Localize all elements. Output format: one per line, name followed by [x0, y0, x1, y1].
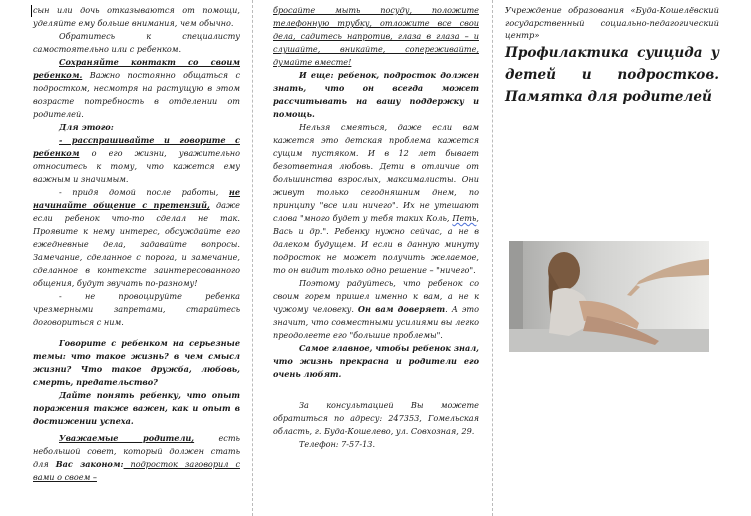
paragraph: сын или дочь отказываются от помощи, уделяйте ему больше внимания, чем обычно.	[33, 5, 240, 28]
text: Нельзя смеяться, даже если вам кажется это детская проблема кажется сущим пустяком. И в 12 лет бывает безответная любовь. Дети в отличие от большинства взрослых, максималисты. Они живут только сегодняшним днем, по принципу "все или ничего". Их не утешают слова "много будет у тебя таких Коль,	[273, 122, 479, 223]
list-item: - не провоцируйте ребенка чрезмерными запретами, старайтесь договориться с ним.	[33, 291, 240, 327]
list-item	[33, 134, 240, 186]
emphasis: Сохраняйте контакт со своим ребенком.	[33, 57, 240, 80]
text: даже если ребенок что-то сделал не так. Проявите к нему интерес, обсуждайте его ежедневные дела, задавайте вопросы. Замечание, сделанное с порога, и замечание, сделанное в контексте заинтересованного общения, будут звучать по-разному!	[33, 200, 240, 288]
contact-address: За консультацией Вы можете обратиться по адресу: 247353, Гомельская область, г. Буда-Кошелево, ул. Совхозная, 29.	[273, 400, 479, 436]
emphasis: Уважаемые родители,	[59, 433, 195, 443]
emphasis: Вас законом:	[55, 459, 124, 469]
paragraph	[273, 277, 479, 342]
text: о его жизни, уважительно относитесь к тому, что кажется ему важным и значимым.	[33, 148, 240, 184]
text: подросток заговорил с вами о своем –	[33, 459, 240, 482]
middle-panel	[273, 4, 479, 451]
text: . А это значит, что совместными усилиями вы легко преодолеете его "большие проблемы".	[273, 304, 479, 340]
paragraph: бросайте мыть посуду, положите телефонную трубку, отложите все свои дела, садитесь напротив, глаза в глаза – и слушайте, вникайте, сопереживайте, думайте вместе!	[273, 5, 479, 67]
text-cursor	[31, 5, 32, 17]
list-item	[33, 186, 240, 290]
paragraph: Самое главное, чтобы ребенок знал, что жизнь прекрасна и родители его очень любят.	[273, 343, 479, 379]
paragraph: Говорите с ребенком на серьезные темы: что такое жизнь? в чем смысл жизни? Что такое дружба, любовь, смерть, предательство?	[33, 338, 240, 387]
paragraph	[273, 121, 479, 277]
paragraph: Для этого:	[59, 122, 114, 132]
organization-name: Учреждение образования «Буда-Кошелёвский государственный социально-педагогический центр»	[505, 5, 719, 40]
paragraph: И еще: ребенок, подросток должен знать, что он всегда может рассчитывать на вашу поддержку и помощь.	[273, 70, 479, 119]
text: , Вась и др.". Ребенку нужно сейчас, а не в далеком будущем. И если в данную минуту подросток не может получить желаемое, то он видит только одно решение – "ничего".	[273, 213, 479, 275]
text: Петь	[452, 213, 477, 223]
paragraph: Дайте понять ребенку, что опыт поражения также важен, как и опыт в достижении успеха.	[33, 390, 240, 426]
paragraph	[33, 432, 240, 484]
left-panel	[33, 4, 240, 484]
text: - придя домой после работы,	[59, 187, 229, 197]
paragraph: Обратитесь к специалисту самостоятельно или с ребенком.	[33, 31, 240, 54]
fold-line	[492, 0, 494, 516]
text: Поэтому радуйтесь, что ребенок со своим горем пришел именно к вам, а не к чужому человеку.	[273, 278, 479, 314]
text: есть небольшой совет, который должен стать для	[33, 433, 240, 469]
emphasis: не начинайте общение с претензий,	[33, 187, 240, 210]
fold-line	[252, 0, 254, 516]
emphasis: - расспрашивайте и говорите с ребенком	[33, 135, 240, 158]
brochure-title: Профилактика суицида у детей и подростков. Памятка для родителей	[505, 44, 719, 105]
emphasis: Он вам доверяет	[357, 304, 446, 314]
cover-panel	[505, 4, 719, 108]
contact-phone: Телефон: 7-57-13.	[299, 439, 376, 449]
cover-photo	[509, 241, 709, 352]
text: Важно постоянно общаться с подростком, несмотря на растущую в этом возрасте потребность в отделении от родителей.	[33, 70, 240, 119]
paragraph	[33, 56, 240, 121]
